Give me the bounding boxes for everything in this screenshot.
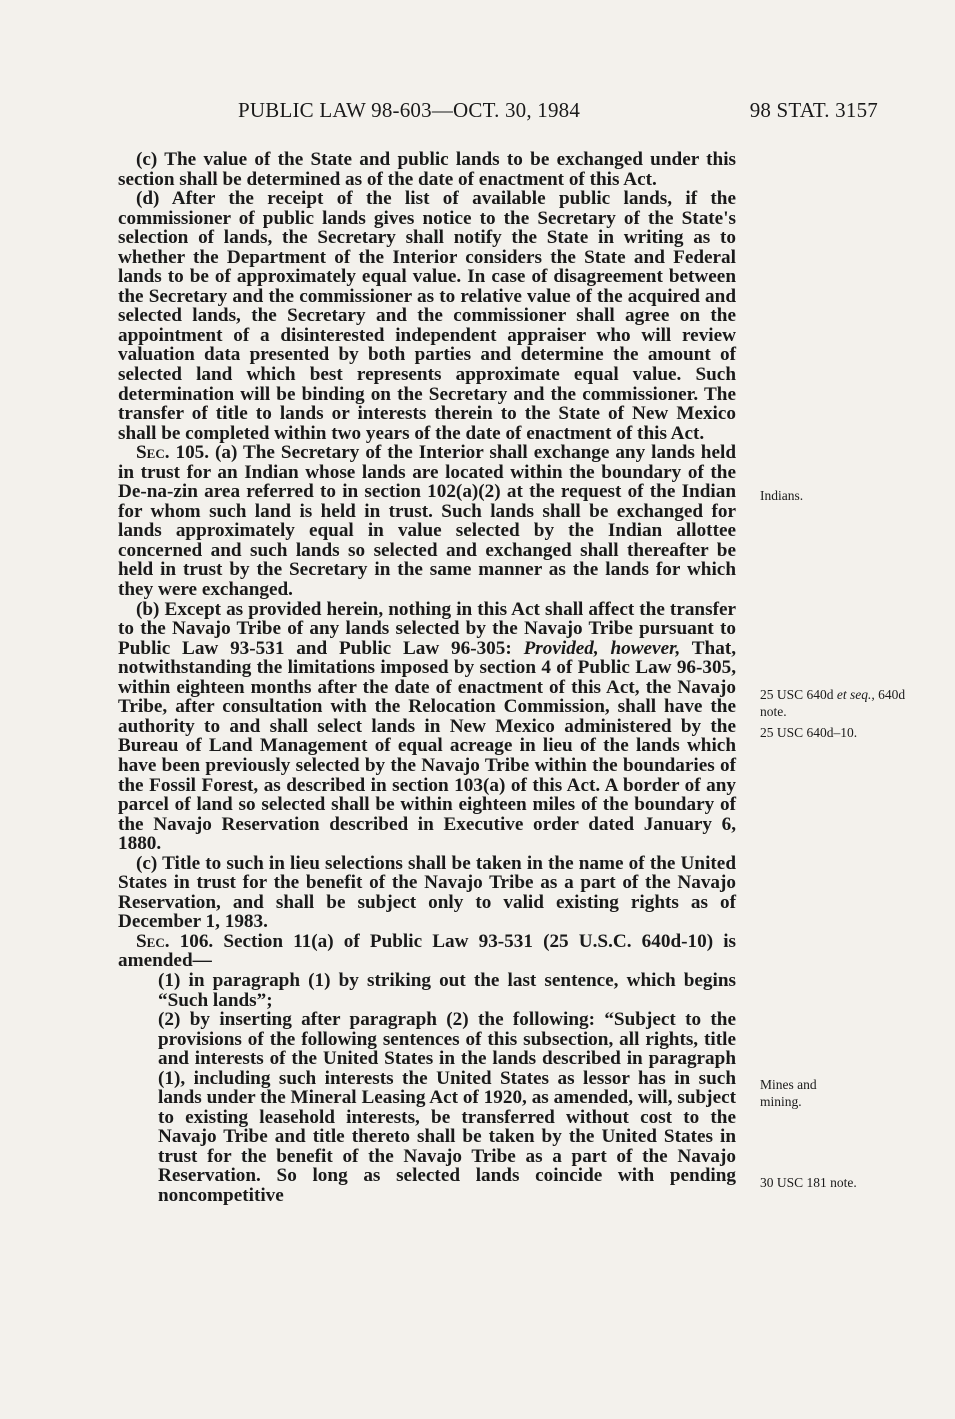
paragraph-b-text-2: That, notwithstanding the limitations imposed by section 4 of Public Law 96-305, within eighteen months after the date of enactment of this Act, the Navajo Tribe, after consultation with the Relocation Commission, shall have the authority to and shall select lands in New Mexico administered by the Bureau of Land Management of equal acreage in lieu of the lands which have been previously selected by the Navajo Tribe within the boundaries of the Fossil Forest, as described in section 103(a) of this Act. A border of any parcel of land so selected shall be within eighteen miles of the boundary of the Navajo Reservation described in Executive order dated January 6, 1880. [118, 637, 737, 855]
margin-note-usc-640d-part2: 640d note. [760, 687, 906, 719]
list-item-1: (1) in paragraph (1) by striking out the last sentence, which begins “Such lands”; [158, 969, 736, 1011]
paragraph-d-receipt: (d) After the receipt of the list of available public lands, if the commissioner of public lands gives notice to the Secretary of the State's selection of lands, the Secretary shall notify the State in writing as to whether the Department of the Interior considers the State and Federal lands to be of approximately equal value. In case of disagreement between the Secretary and the commissioner as to relative value of the acquired and selected lands, the Secretary and the commissioner shall agree on the appointment of a disinterested independent appraiser who will review valuation data presented by both parties and determine the amount of selected land which best represents approximate equal value. Such determination will be binding on the Secretary and the commissioner. The transfer of title to lands or interests therein to the State of New Mexico shall be completed within two years of the date of enactment of this Act. [118, 188, 736, 444]
header-statute-ref: 98 STAT. 3157 [749, 98, 878, 122]
list-item-2: (2) by inserting after paragraph (2) the following: “Subject to the provisions of the following sentences of this subsection, all rights, title and interests of the United States in the lands described in paragraph (1), including such interests the United States as lessor has in such lands under the Mineral Leasing Act of 1920, as amended, will, subject to existing leasehold interests, be transferred without cost to the Navajo Tribe and title thereto shall be taken by the United States in trust for the benefit of the Navajo Tribe as a part of the Navajo Reservation. So long as selected lands coincide with pending noncompetitive [158, 1009, 736, 1206]
header-law-title: PUBLIC LAW 98-603—OCT. 30, 1984 [238, 98, 581, 122]
section-105 [118, 443, 736, 599]
paragraph-b-proviso: Provided, however, [523, 637, 681, 659]
statute-body [118, 150, 736, 1206]
paragraph-b-except [118, 600, 736, 854]
section-106 [118, 932, 736, 971]
section-106-text: 106. Section 11(a) of Public Law 93-531 (25 U.S.C. 640d-10) is amended— [118, 930, 736, 972]
margin-note-usc-640d-part1: 25 USC 640d [760, 687, 837, 702]
paragraph-b-text-1: (b) Except as provided herein, nothing in this Act shall affect the transfer to the Navajo Tribe of any lands selected by the Navajo Tribe pursuant to Public Law 93-531 and Public Law 96-305: [118, 598, 736, 659]
section-105-text: 105. (a) The Secretary of the Interior shall exchange any lands held in trust for an Indian whose lands are located within the boundary of the De-na-zin area referred to in section 102(a)(2) at the request of the Indian for whom such land is held in trust. Such lands shall be exchanged for lands approximately equal in value selected by the Indian allottee concerned and such lands so selected and exchanged shall thereafter be held in trust by the Secretary in the same manner as the lands for which they were exchanged. [118, 442, 736, 601]
paragraph-c-value: (c) The value of the State and public lands to be exchanged under this section shall be determined as of the date of enactment of this Act. [118, 149, 736, 190]
margin-note-usc-181: 30 USC 181 note. [760, 1175, 857, 1190]
paragraph-c-title: (c) Title to such in lieu selections shall be taken in the name of the United States in trust for the benefit of the Navajo Tribe as a part of the Navajo Reservation, and shall be subject only to valid existing rights as of December 1, 1983. [118, 852, 736, 933]
margin-note-usc-640d-10: 25 USC 640d–10. [760, 725, 858, 740]
margin-note-usc-640d-italic: et seq., [836, 687, 875, 702]
margin-note-mines: Mines and mining. [760, 1077, 817, 1109]
page-header [238, 98, 878, 128]
margin-note-indians: Indians. [760, 488, 804, 503]
section-label: Sec. [136, 930, 170, 952]
margin-note-usc-640d [760, 686, 910, 720]
section-label: Sec. [136, 442, 170, 464]
